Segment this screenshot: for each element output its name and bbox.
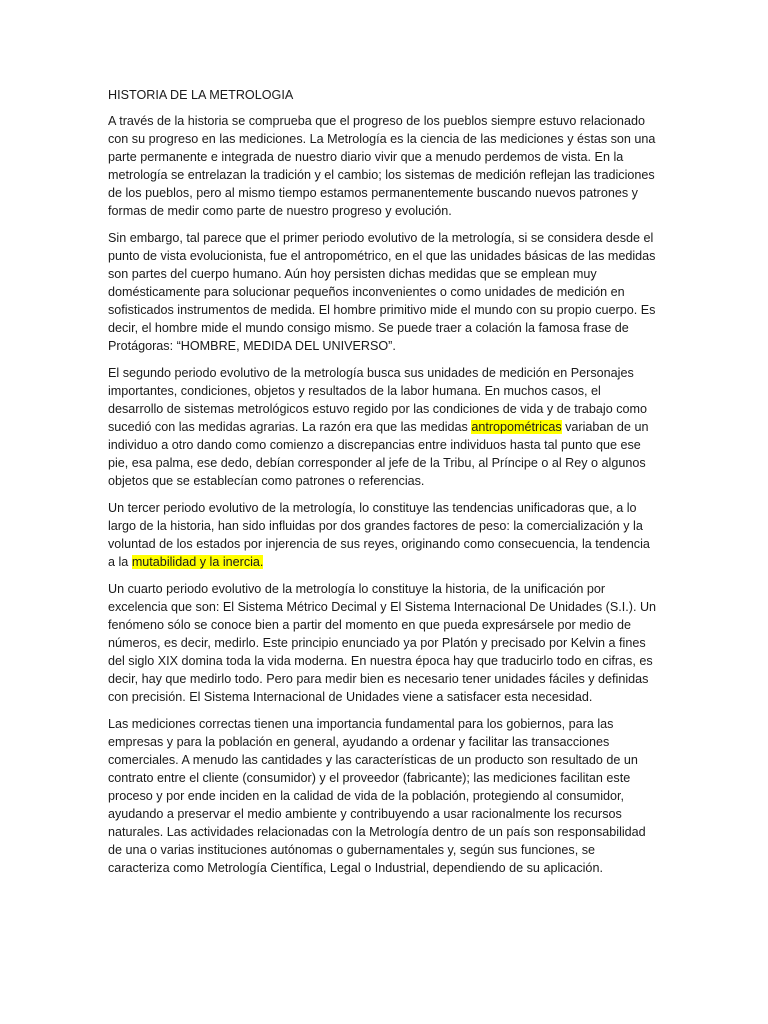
highlighted-term-mutabilidad: mutabilidad y la inercia.: [131, 555, 264, 569]
paragraph-4-text-before: Un tercer periodo evolutivo de la metrología, lo constituye las tendencias unificadoras que, a lo largo de la historia, han sido influidas por dos grandes factores de peso: la comercialización y la voluntad de los estados por injerencia de sus reyes, originando como consecuencia, la tendencia a la: [108, 501, 650, 569]
paragraph-1: A través de la historia se comprueba que el progreso de los pueblos siempre estuvo relacionado con su progreso en las mediciones. La Metrología es la ciencia de las mediciones y éstas son una parte permanente e integrada de nuestro diario vivir que a menudo perdemos de vista. En la metrología se entrelazan la tradición y el cambio; los sistemas de medición reflejan las tradiciones de los pueblos, pero al mismo tiempo estamos permanentemente buscando nuevos patrones y formas de medir como parte de nuestro progreso y evolución.: [108, 114, 656, 218]
paragraph-2: Sin embargo, tal parece que el primer periodo evolutivo de la metrología, si se considera desde el punto de vista evolucionista, fue el antropométrico, en el que las unidades básicas de las medidas son partes del cuerpo humano. Aún hoy persisten dichas medidas que se emplean muy domésticamente para solucionar pequeños inconvenientes o como unidades de medición en sofisticados instrumentos de medida. El hombre primitivo mide el mundo con su propio cuerpo. Es decir, el hombre mide el mundo consigo mismo. Se puede traer a colación la famosa frase de Protágoras: “HOMBRE, MEDIDA DEL UNIVERSO”.: [108, 231, 656, 353]
paragraph-3-text-before: El segundo periodo evolutivo de la metrología busca sus unidades de medición en Personajes importantes, condiciones, objetos y resultados de la labor humana. En muchos casos, el desarrollo de sistemas metrológicos estuvo regido por las condiciones de vida y de trabajo como sucedió con las medidas agrarias. La razón era que las medidas: [108, 366, 648, 434]
paragraph-6: Las mediciones correctas tienen una importancia fundamental para los gobiernos, para las empresas y para la población en general, ayudando a ordenar y facilitar las transacciones comerciales. A menudo las cantidades y las características de un producto son resultado de un contrato entre el cliente (consumidor) y el proveedor (fabricante); las mediciones facilitan este proceso y por ende inciden en la calidad de vida de la población, protegiendo al consumidor, ayudando a preservar el medio ambiente y contribuyendo a usar racionalmente los recursos naturales. Las actividades relacionadas con la Metrología dentro de un país son responsabilidad de una o varias instituciones autónomas o gubernamentales y, según sus funciones, se caracteriza como Metrología Científica, Legal o Industrial, dependiendo de su aplicación.: [108, 717, 646, 875]
paragraph-5: Un cuarto periodo evolutivo de la metrología lo constituye la historia, de la unificación por excelencia que son: El Sistema Métrico Decimal y El Sistema Internacional De Unidades (S.I.). Un fenómeno sólo se conoce bien a partir del momento en que pueda expresársele por medio de números, es decir, medirlo. Este principio enunciado ya por Platón y precisado por Kelvin a fines del siglo XIX domina toda la vida moderna. En nuestra época hay que traducirlo todo en cifras, es decir, hay que medirlo todo. Pero para medir bien es necesario tener unidades fáciles y definidas con precisión. El Sistema Internacional de Unidades viene a satisfacer esta necesidad.: [108, 582, 657, 704]
document-title: HISTORIA DE LA METROLOGIA: [108, 88, 294, 102]
highlighted-term-antropometricas: antropométricas: [471, 420, 562, 434]
paragraph-3: [108, 364, 658, 490]
document-page: [108, 86, 658, 886]
paragraph-3-text-after: variaban de un individuo a otro dando como comienzo a discrepancias entre individuos hasta tal punto que ese pie, esa palma, ese dedo, debían corresponder al jefe de la Tribu, al Príncipe o al Rey o algunos objetos que se establecían como patrones o referencias.: [108, 420, 649, 488]
paragraph-4: [108, 499, 658, 571]
